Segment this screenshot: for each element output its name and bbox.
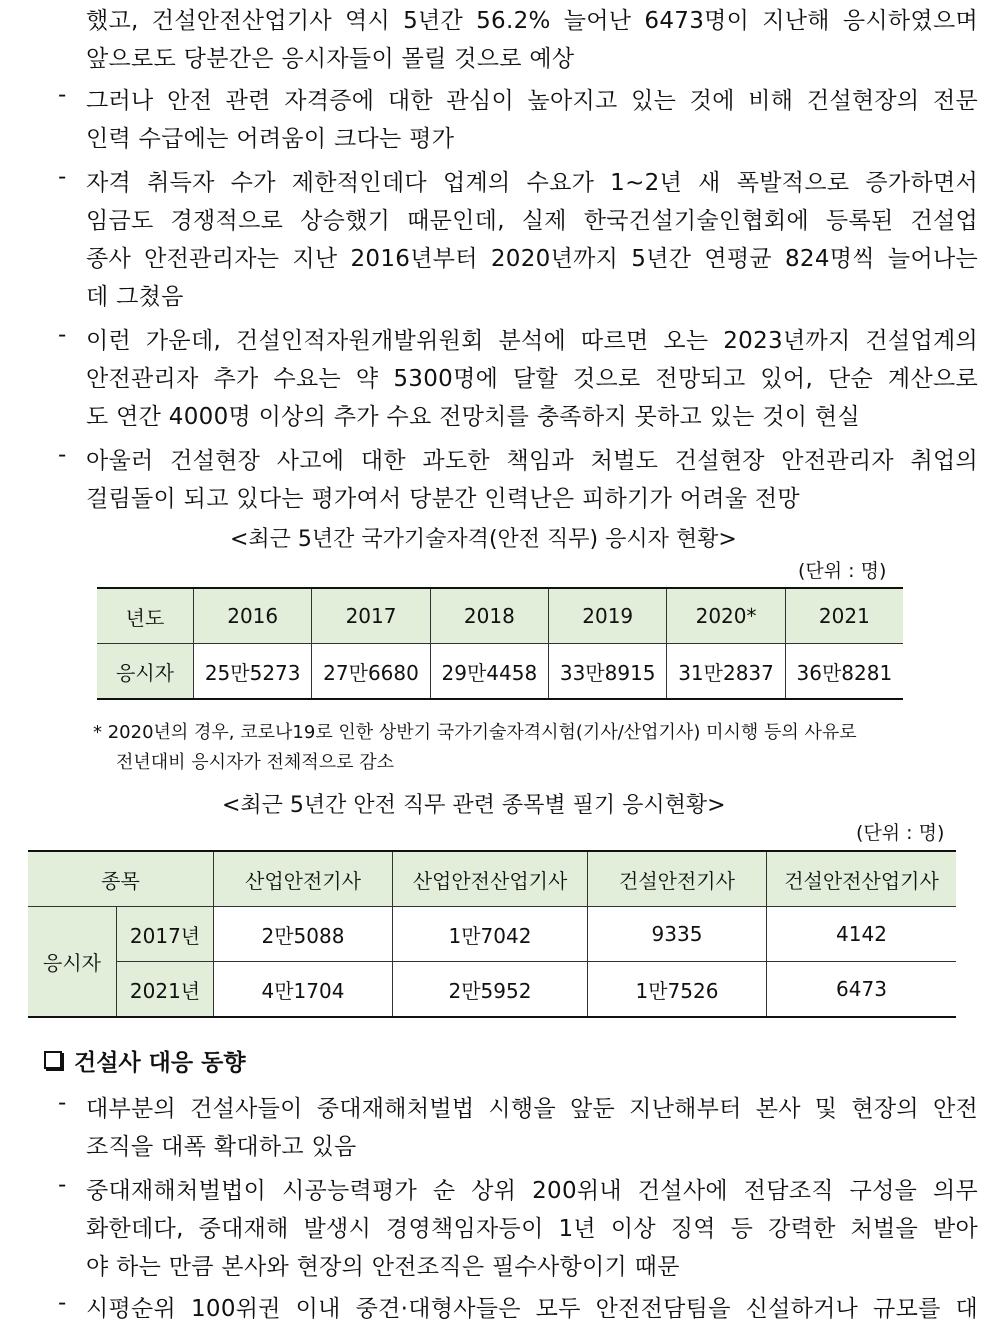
paragraph-line: 안전관리자 추가 수요는 약 5300명에 달할 것으로 전망되고 있어, 단순 계산으로 — [86, 366, 978, 392]
bullet-dash: - — [58, 82, 67, 108]
table-footnote: * 2020년의 경우, 코로나19로 인한 상반기 국가기술자격시험(기사/산업기사) 미시행 등의 사유로 — [93, 722, 857, 743]
year-cell: 2017년 — [117, 907, 214, 962]
paragraph-line: 인력 수급에는 어려움이 크다는 평가 — [86, 126, 455, 152]
value-cell: 33만8915 — [549, 644, 667, 700]
year-cell: 2018 — [430, 588, 548, 644]
column-header: 산업안전산업기사 — [393, 851, 588, 907]
paragraph-line: 도 연간 4000명 이상의 추가 수요 전망치를 충족하지 못하고 있는 것이 현실 — [86, 404, 860, 430]
value-cell: 1만7526 — [588, 962, 767, 1018]
paragraph-line: 걸림돌이 되고 있다는 평가여서 당분간 인력난은 피하기가 어려울 전망 — [86, 486, 800, 512]
paragraph-line: 시평순위 100위권 이내 중견·대형사들은 모두 안전전담팀을 신설하거나 규모를 대 — [86, 1296, 978, 1322]
table-footnote: 전년대비 응시자가 전체적으로 감소 — [116, 752, 394, 773]
paragraph-line: 데 그쳤음 — [86, 284, 184, 310]
checkbox-bullet-icon — [44, 1051, 62, 1069]
paragraph-line: 야 하는 만큼 본사와 현장의 안전조직은 필수사항이기 때문 — [86, 1254, 680, 1280]
paragraph-line: 조직을 대폭 확대하고 있음 — [86, 1134, 357, 1160]
year-cell: 2017 — [312, 588, 430, 644]
bullet-dash: - — [58, 1090, 67, 1116]
applicants-by-year-table — [97, 587, 903, 700]
column-header: 건설안전기사 — [588, 851, 767, 907]
year-cell: 2021년 — [117, 962, 214, 1018]
paragraph-line: 대부분의 건설사들이 중대재해처벌법 시행을 앞둔 지난해부터 본사 및 현장의 안전 — [86, 1096, 978, 1122]
value-cell: 31만2837 — [667, 644, 785, 700]
value-cell: 29만4458 — [430, 644, 548, 700]
value-cell: 36만8281 — [796, 660, 893, 685]
value-cell: 27만6680 — [312, 644, 430, 700]
paragraph-line: 앞으로도 당분간은 응시자들이 몰릴 것으로 예상 — [86, 46, 575, 72]
header-cell: 년도 — [97, 588, 194, 644]
unit-label: (단위 : 명) — [798, 560, 887, 582]
paragraph-line: 했고, 건설안전산업기사 역시 5년간 56.2% 늘어난 6473명이 지난해 응시하였으며 — [86, 8, 978, 34]
bullet-dash: - — [58, 322, 67, 348]
row-label-cell: 응시자 — [97, 644, 194, 700]
paragraph-line: 중대재해처벌법이 시공능력평가 순 상위 200위내 건설사에 전담조직 구성을 의무 — [86, 1178, 978, 1204]
bullet-dash: - — [58, 442, 67, 468]
paragraph-line: 임금도 경쟁적으로 상승했기 때문인데, 실제 한국건설기술인협회에 등록된 건설업 — [86, 208, 978, 234]
applicants-by-subject-table — [28, 850, 956, 1018]
section-title: 건설사 대응 동향 — [74, 1050, 246, 1076]
bullet-dash: - — [58, 1290, 67, 1316]
value-cell: 2만5088 — [214, 907, 393, 962]
year-cell: 2019 — [549, 588, 667, 644]
bullet-dash: - — [58, 164, 67, 190]
paragraph-line: 이런 가운데, 건설인적자원개발위원회 분석에 따르면 오는 2023년까지 건설업계의 — [86, 328, 978, 354]
column-header: 산업안전기사 — [214, 851, 393, 907]
paragraph-line: 자격 취득자 수가 제한적인데다 업계의 수요가 1~2년 새 폭발적으로 증가하면서 — [86, 170, 978, 196]
column-header: 건설안전산업기사 — [767, 851, 957, 907]
unit-label: (단위 : 명) — [856, 822, 945, 844]
table-caption: <최근 5년간 안전 직무 관련 종목별 필기 응시현황> — [222, 793, 726, 818]
value-cell: 1만7042 — [393, 907, 588, 962]
year-cell: 2020* — [667, 588, 785, 644]
paragraph-line: 화한데다, 중대재해 발생시 경영책임자등이 1년 이상 징역 등 강력한 처벌을 받아 — [86, 1216, 978, 1242]
year-cell: 2021 — [785, 588, 903, 644]
value-cell: 25만5273 — [194, 644, 312, 700]
table-caption: <최근 5년간 국가기술자격(안전 직무) 응시자 현황> — [230, 527, 737, 552]
year-cell: 2016 — [194, 588, 312, 644]
value-cell: 9335 — [588, 907, 767, 962]
bullet-dash: - — [58, 1172, 67, 1198]
value-cell: 2만5952 — [393, 962, 588, 1018]
paragraph-line: 아울러 건설현장 사고에 대한 과도한 책임과 처벌도 건설현장 안전관리자 취업의 — [86, 448, 978, 474]
paragraph-line: 그러나 안전 관련 자격증에 대한 관심이 높아지고 있는 것에 비해 건설현장의 전문 — [86, 88, 978, 114]
header-cell: 종목 — [28, 851, 214, 907]
value-cell: 6473 — [836, 977, 887, 1001]
section-heading — [44, 1044, 246, 1077]
value-cell: 4142 — [767, 907, 957, 962]
paragraph-line: 종사 안전관리자는 지난 2016년부터 2020년까지 5년간 연평균 824명씩 늘어나는 — [86, 246, 978, 272]
value-cell: 4만1704 — [214, 962, 393, 1018]
group-label-cell: 응시자 — [28, 907, 117, 1018]
